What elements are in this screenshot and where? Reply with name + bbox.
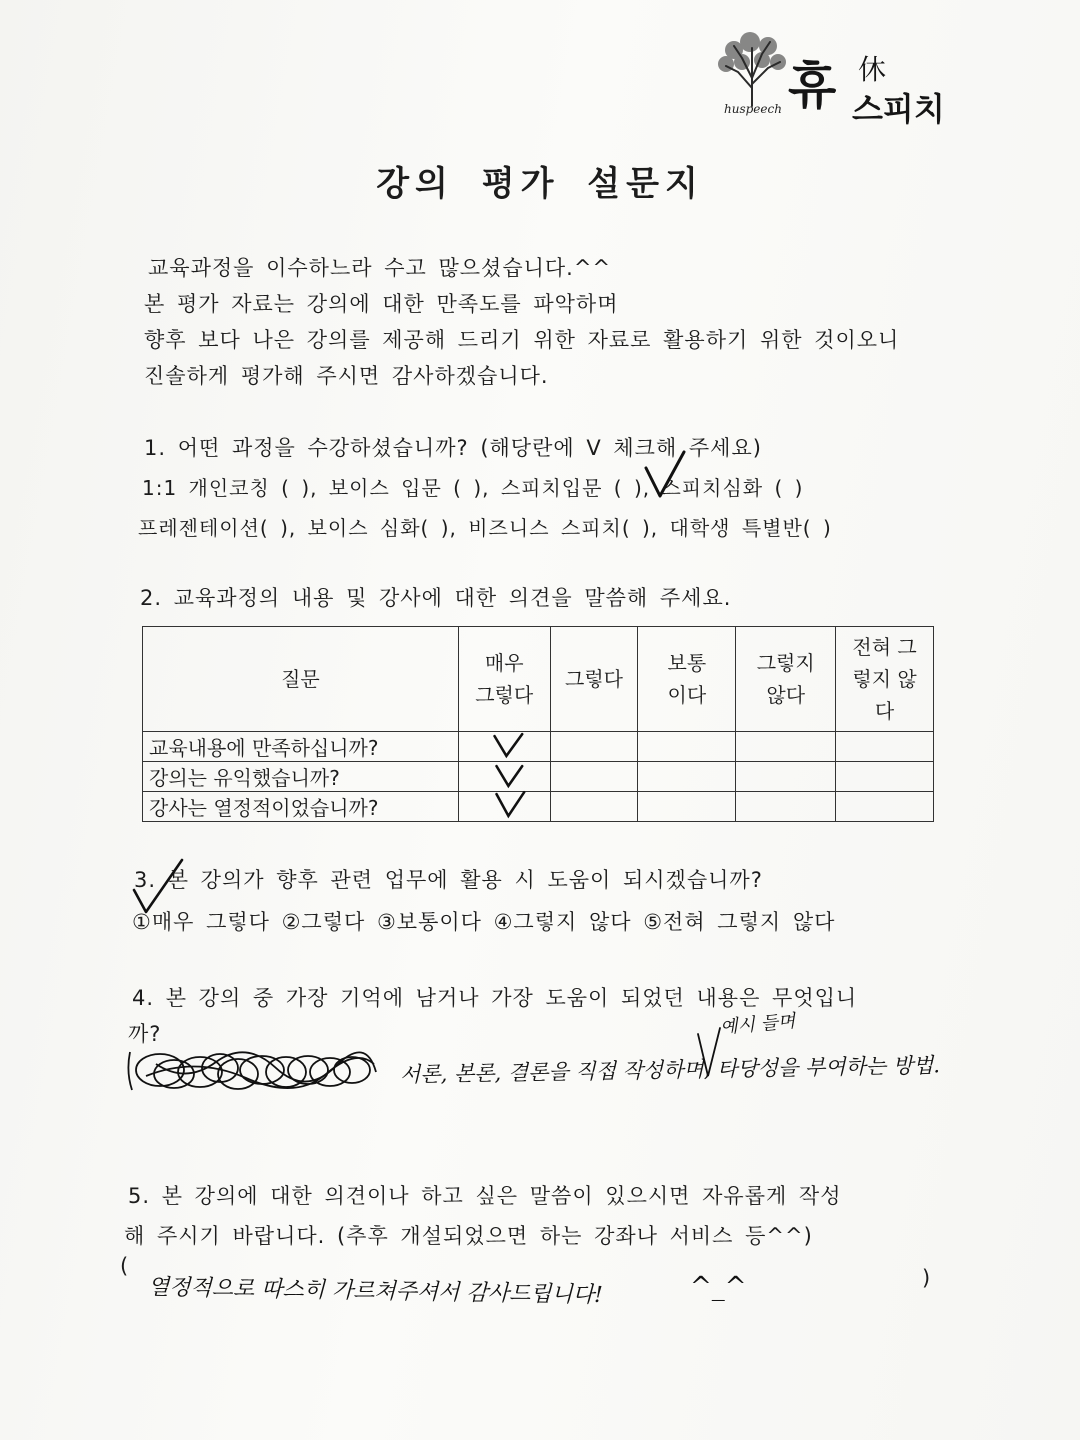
header-question: 질문 xyxy=(143,627,459,732)
row-cell xyxy=(638,732,736,762)
q2-question: 2. 교육과정의 내용 및 강사에 대한 의견을 말씀해 주세요. xyxy=(140,586,732,610)
intro-line-4: 진솔하게 평가해 주시면 감사하겠습니다. xyxy=(144,364,549,388)
logo-hanja: 休 xyxy=(858,53,887,86)
intro-line-3: 향후 보다 나은 강의를 제공해 드리기 위한 자료로 활용하기 위한 것이오니 xyxy=(144,328,900,352)
q4-handwritten-answer: 서론, 본론, 결론을 직접 작성하며, 타당성을 부여하는 방법. xyxy=(399,1053,941,1087)
q5-question-line-2: 해 주시기 바랍니다. (추후 개설되었으면 하는 강좌나 서비스 등^^) xyxy=(124,1224,813,1248)
row-cell xyxy=(550,792,638,822)
q1-options-line-2: 프레젠테이션( ), 보이스 심화( ), 비즈니스 스피치( ), 대학생 특별반( ) xyxy=(138,516,832,540)
logo-speech-text: 스피치 xyxy=(852,90,945,128)
intro-line-1: 교육과정을 이수하느라 수고 많으셨습니다.^^ xyxy=(148,256,612,280)
q5-handwritten-answer: 열정적으로 따스히 가르쳐주셔서 감사드립니다! xyxy=(147,1275,604,1308)
rating-table xyxy=(142,626,934,822)
row-question: 강사는 열정적이었습니까? xyxy=(143,792,459,822)
header-agree: 그렇다 xyxy=(550,627,638,732)
q1-question: 1. 어떤 과정을 수강하셨습니까? (해당란에 V 체크해 주세요) xyxy=(144,436,762,460)
q1-options-line-1: 1:1 개인코칭 ( ), 보이스 입문 ( ), 스피치입문 ( ), 스피치심화 ( ) xyxy=(142,476,804,500)
tree-icon xyxy=(712,28,792,108)
q5-smiley: ^_^ xyxy=(690,1272,747,1302)
rating-header-row xyxy=(143,627,934,732)
q1-check-mark xyxy=(640,448,690,502)
q3-options: ①매우 그렇다 ②그렇다 ③보통이다 ④그렇지 않다 ⑤전혀 그렇지 않다 xyxy=(132,910,836,934)
row-cell xyxy=(836,762,934,792)
q4-handwritten-insertion: 예시 들며 xyxy=(719,1010,797,1039)
q3-check-mark xyxy=(128,856,188,920)
header-strongly-disagree: 전혀 그렇지 않다 xyxy=(836,627,934,732)
header-disagree: 그렇지 않다 xyxy=(736,627,836,732)
scribbled-out-text xyxy=(126,1044,396,1100)
row-cell xyxy=(836,732,934,762)
q4-question-line-1: 4. 본 강의 중 가장 기억에 남거나 가장 도움이 되었던 내용은 무엇입니 xyxy=(132,986,858,1010)
row-cell xyxy=(736,792,836,822)
row-cell xyxy=(736,762,836,792)
q4-question-line-2: 까? xyxy=(128,1022,162,1046)
row-question: 교육내용에 만족하십니까? xyxy=(143,732,459,762)
check-mark xyxy=(459,786,550,826)
q5-open-paren: ( xyxy=(120,1254,130,1278)
table-row xyxy=(143,792,934,822)
row-cell xyxy=(638,792,736,822)
row-check-cell xyxy=(458,792,550,822)
insertion-caret xyxy=(692,1024,726,1084)
row-cell xyxy=(836,792,934,822)
row-cell xyxy=(736,732,836,762)
header-neutral: 보통 이다 xyxy=(638,627,736,732)
q5-question-line-1: 5. 본 강의에 대한 의견이나 하고 싶은 말씀이 있으시면 자유롭게 작성 xyxy=(128,1184,842,1208)
q3-question: 3. 본 강의가 향후 관련 업무에 활용 시 도움이 되시겠습니까? xyxy=(134,868,763,892)
logo-hangul-hu: 휴 xyxy=(788,56,835,115)
row-cell xyxy=(550,732,638,762)
row-cell xyxy=(550,762,638,792)
q5-close-paren: ) xyxy=(922,1266,932,1290)
logo-latin-text: huspeech xyxy=(724,102,782,116)
header-strongly-agree: 매우 그렇다 xyxy=(458,627,550,732)
row-cell xyxy=(638,762,736,792)
row-question: 강의는 유익했습니까? xyxy=(143,762,459,792)
intro-line-2: 본 평가 자료는 강의에 대한 만족도를 파악하며 xyxy=(144,292,619,316)
huspeech-logo xyxy=(712,28,962,138)
page-title: 강의 평가 설문지 xyxy=(376,164,704,204)
